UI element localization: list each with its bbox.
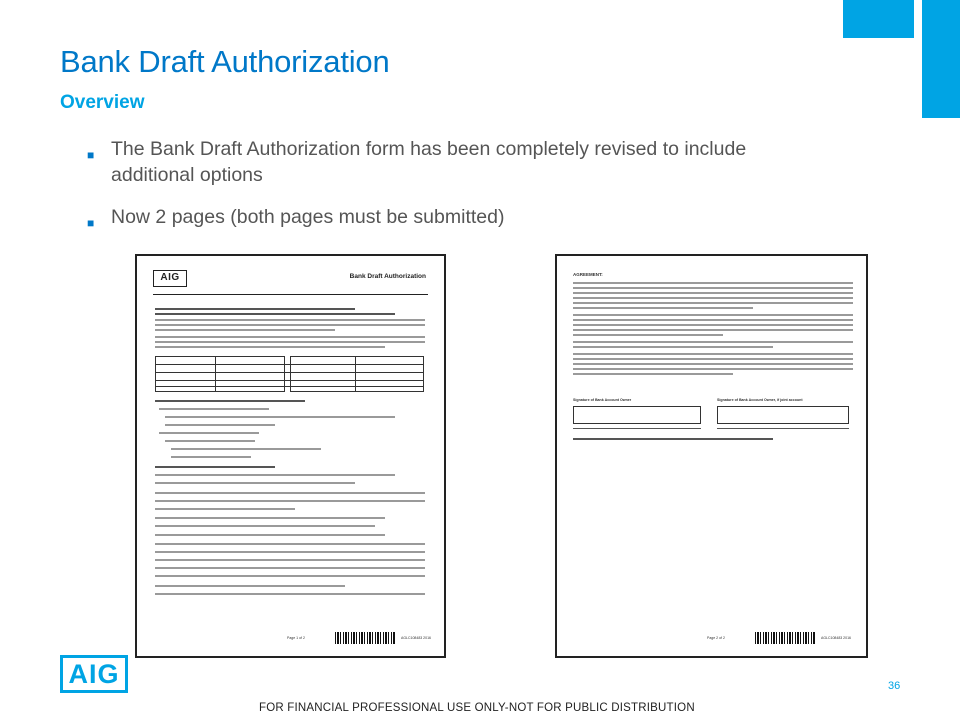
form-barcode (335, 632, 395, 644)
sig-date-line (717, 428, 849, 429)
form-text-line (171, 456, 251, 458)
form-text-line (573, 292, 853, 294)
form-text-line (573, 341, 853, 343)
square-bullet-icon: ■ (87, 216, 95, 230)
form-text-line (155, 575, 425, 577)
form-text-line (155, 466, 275, 468)
table-col-line (215, 356, 216, 392)
form-text-line (155, 400, 305, 402)
form-text-line (573, 314, 853, 316)
form-text-line (573, 373, 733, 375)
form-text-line (155, 474, 395, 476)
table-row-line (155, 372, 424, 373)
form-text-line (155, 517, 385, 519)
form-text-line (155, 585, 345, 587)
slide-number: 36 (888, 680, 901, 692)
form-text-line (573, 297, 853, 299)
form-aig-logo: AIG (153, 270, 187, 287)
form-text-line (155, 551, 425, 553)
sig-joint-box (717, 406, 849, 424)
form-text-line (155, 500, 425, 502)
distribution-disclaimer: FOR FINANCIAL PROFESSIONAL USE ONLY-NOT FOR PUBLIC DISTRIBUTION (259, 702, 695, 714)
form-text-line (573, 368, 853, 370)
form-code: AGLC108483 2016 (401, 636, 431, 640)
form-text-line (573, 363, 853, 365)
form-text-line (155, 336, 425, 338)
agreement-heading: AGREEMENT: (573, 272, 603, 277)
accent-block-tall (922, 0, 960, 118)
form-text-line (165, 416, 395, 418)
form-text-line (155, 543, 425, 545)
bullet-text: The Bank Draft Authorization form has been completely revised to include additional options (111, 138, 747, 186)
form-text-line (155, 525, 375, 527)
bullet-text: Now 2 pages (both pages must be submitted) (111, 206, 505, 228)
sig-owner-box (573, 406, 701, 424)
form-text-line (155, 341, 425, 343)
form-text-line (573, 282, 853, 284)
form-text-line (165, 424, 275, 426)
form-page-label: Page 1 of 2 (287, 636, 305, 640)
form-divider (153, 294, 428, 295)
form-text-line (155, 482, 355, 484)
form-text-line (155, 492, 425, 494)
sig-owner-label: Signature of Bank Account Owner (573, 398, 632, 402)
form-text-line (573, 319, 853, 321)
form-text-line (165, 440, 255, 442)
form-text-line (159, 432, 259, 434)
table-col-line (355, 356, 356, 392)
form-text-line (573, 324, 853, 326)
form-page-1-thumbnail (135, 254, 446, 658)
form-text-line (573, 334, 723, 336)
form-text-line (155, 593, 425, 595)
form-text-line (573, 438, 773, 440)
form-text-line (573, 287, 853, 289)
form-text-line (155, 559, 425, 561)
square-bullet-icon: ■ (87, 148, 95, 162)
form-text-line (159, 408, 269, 410)
form-page-label: Page 2 of 2 (707, 636, 725, 640)
form-text-line (155, 346, 385, 348)
bullet-item (87, 136, 827, 188)
accent-block-small (843, 0, 914, 38)
form-title: Bank Draft Authorization (349, 273, 426, 280)
form-text-line (155, 313, 395, 315)
form-text-line (155, 567, 425, 569)
form-barcode (755, 632, 815, 644)
form-text-line (573, 346, 773, 348)
form-text-line (171, 448, 321, 450)
table-row-line (155, 386, 424, 387)
form-page-2-thumbnail (555, 254, 868, 658)
form-text-line (155, 319, 425, 321)
bullet-item (87, 204, 827, 230)
form-text-line (155, 324, 425, 326)
form-text-line (573, 329, 853, 331)
form-text-line (573, 302, 853, 304)
table-row-line (155, 380, 424, 381)
form-text-line (155, 508, 295, 510)
form-text-line (155, 329, 335, 331)
bullet-list (87, 136, 827, 246)
page-subtitle: Overview (60, 92, 145, 113)
form-text-line (155, 308, 355, 310)
form-text-line (155, 534, 385, 536)
form-code: AGLC108483 2016 (821, 636, 851, 640)
table-row-line (155, 364, 424, 365)
form-text-line (573, 307, 753, 309)
sig-date-line (573, 428, 701, 429)
form-text-line (573, 353, 853, 355)
form-text-line (573, 358, 853, 360)
sig-joint-label: Signature of Bank Account Owner, if joint account (717, 398, 803, 402)
page-title: Bank Draft Authorization (60, 44, 390, 79)
aig-logo: AIG (60, 655, 128, 693)
